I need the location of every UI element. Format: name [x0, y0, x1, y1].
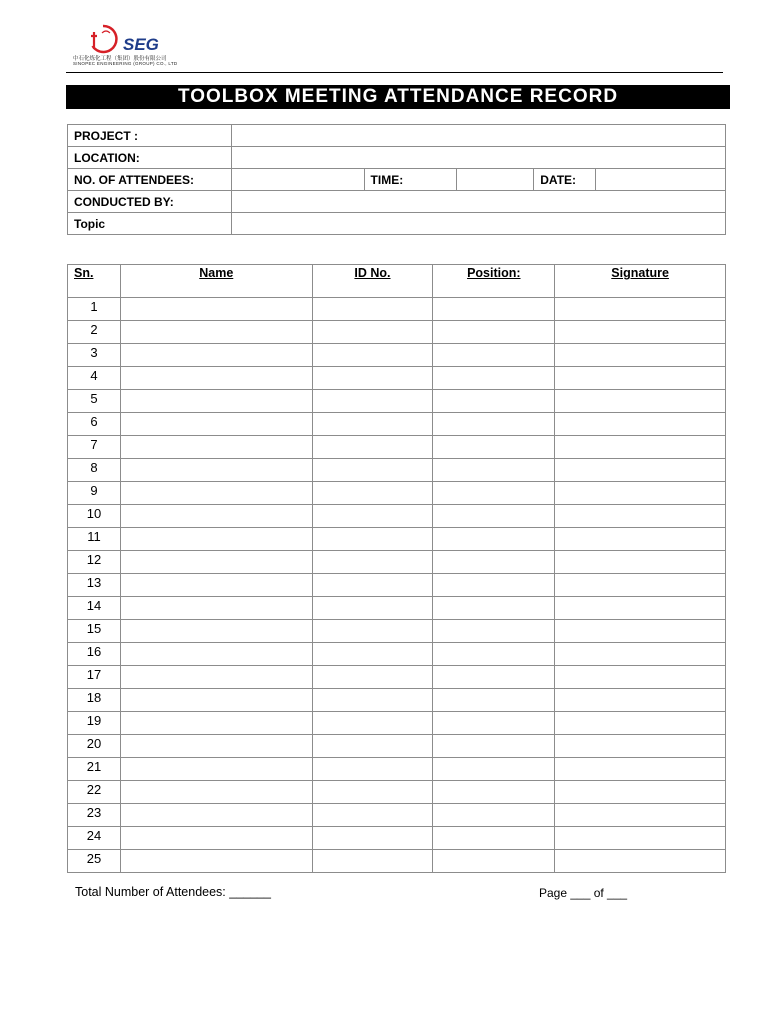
header-divider	[66, 72, 723, 73]
name-cell[interactable]	[120, 735, 312, 758]
project-field[interactable]	[231, 125, 725, 147]
date-field[interactable]	[596, 169, 726, 191]
conducted-by-row	[68, 191, 726, 213]
id-no-cell[interactable]	[312, 620, 433, 643]
position-cell[interactable]	[433, 804, 555, 827]
table-row	[68, 505, 726, 528]
id-no-cell[interactable]	[312, 689, 433, 712]
sn-cell: 14	[68, 597, 121, 620]
location-field[interactable]	[231, 147, 725, 169]
position-cell[interactable]	[433, 643, 555, 666]
conducted-by-label: CONDUCTED BY:	[68, 191, 232, 213]
id-no-cell[interactable]	[312, 367, 433, 390]
table-row	[68, 390, 726, 413]
table-row	[68, 597, 726, 620]
name-cell[interactable]	[120, 804, 312, 827]
name-cell[interactable]	[120, 712, 312, 735]
id-no-cell[interactable]	[312, 735, 433, 758]
table-row	[68, 574, 726, 597]
position-cell[interactable]	[433, 321, 555, 344]
id-no-cell[interactable]	[312, 482, 433, 505]
sn-cell: 20	[68, 735, 121, 758]
attendance-header-row	[68, 265, 726, 298]
name-cell[interactable]	[120, 827, 312, 850]
sn-cell: 13	[68, 574, 121, 597]
name-cell[interactable]	[120, 689, 312, 712]
signature-cell[interactable]	[555, 827, 726, 850]
table-row	[68, 827, 726, 850]
signature-cell[interactable]	[555, 597, 726, 620]
time-field[interactable]	[457, 169, 534, 191]
sn-cell: 17	[68, 666, 121, 689]
id-no-cell[interactable]	[312, 850, 433, 873]
signature-cell[interactable]	[555, 390, 726, 413]
name-cell[interactable]	[120, 620, 312, 643]
position-cell[interactable]	[433, 413, 555, 436]
table-row	[68, 551, 726, 574]
topic-row	[68, 213, 726, 235]
signature-cell[interactable]	[555, 781, 726, 804]
signature-cell[interactable]	[555, 643, 726, 666]
col-header-id-no: ID No.	[312, 265, 433, 298]
position-cell[interactable]	[433, 574, 555, 597]
id-no-cell[interactable]	[312, 666, 433, 689]
position-cell[interactable]	[433, 597, 555, 620]
sn-cell: 15	[68, 620, 121, 643]
sn-cell: 24	[68, 827, 121, 850]
project-label: PROJECT :	[68, 125, 232, 147]
signature-cell[interactable]	[555, 735, 726, 758]
id-no-cell[interactable]	[312, 413, 433, 436]
position-cell[interactable]	[433, 712, 555, 735]
name-cell[interactable]	[120, 758, 312, 781]
name-cell[interactable]	[120, 597, 312, 620]
table-row	[68, 528, 726, 551]
form-title: TOOLBOX MEETING ATTENDANCE RECORD	[66, 85, 730, 109]
signature-cell[interactable]	[555, 321, 726, 344]
sn-cell: 21	[68, 758, 121, 781]
col-header-position: Position:	[433, 265, 555, 298]
name-cell[interactable]	[120, 781, 312, 804]
id-no-cell[interactable]	[312, 298, 433, 321]
date-label: DATE:	[534, 169, 596, 191]
table-row	[68, 367, 726, 390]
table-row	[68, 620, 726, 643]
conducted-by-field[interactable]	[231, 191, 725, 213]
table-row	[68, 344, 726, 367]
name-cell[interactable]	[120, 850, 312, 873]
sn-cell: 3	[68, 344, 121, 367]
sn-cell: 23	[68, 804, 121, 827]
sn-cell: 12	[68, 551, 121, 574]
table-row	[68, 666, 726, 689]
signature-cell[interactable]	[555, 666, 726, 689]
name-cell[interactable]	[120, 344, 312, 367]
position-cell[interactable]	[433, 666, 555, 689]
sinopec-logo-icon	[88, 24, 118, 54]
position-cell[interactable]	[433, 367, 555, 390]
table-row	[68, 321, 726, 344]
name-cell[interactable]	[120, 643, 312, 666]
signature-cell[interactable]	[555, 804, 726, 827]
company-chinese-name: 中石化炼化工程（集团）股份有限公司	[73, 56, 167, 62]
signature-cell[interactable]	[555, 574, 726, 597]
id-no-cell[interactable]	[312, 459, 433, 482]
sn-cell: 22	[68, 781, 121, 804]
id-no-cell[interactable]	[312, 574, 433, 597]
sn-cell: 9	[68, 482, 121, 505]
sn-cell: 1	[68, 298, 121, 321]
attendance-rows	[68, 298, 726, 873]
topic-label: Topic	[68, 213, 232, 235]
id-no-cell[interactable]	[312, 781, 433, 804]
signature-cell[interactable]	[555, 344, 726, 367]
sn-cell: 11	[68, 528, 121, 551]
position-cell[interactable]	[433, 482, 555, 505]
table-row	[68, 850, 726, 873]
signature-cell[interactable]	[555, 528, 726, 551]
total-attendees-line: Total Number of Attendees: ______	[75, 885, 271, 899]
signature-cell[interactable]	[555, 436, 726, 459]
id-no-cell[interactable]	[312, 344, 433, 367]
table-row	[68, 298, 726, 321]
table-row	[68, 413, 726, 436]
signature-cell[interactable]	[555, 758, 726, 781]
page-number-line: Page ___ of ___	[539, 886, 628, 900]
id-no-cell[interactable]	[312, 643, 433, 666]
table-row	[68, 781, 726, 804]
id-no-cell[interactable]	[312, 597, 433, 620]
id-no-cell[interactable]	[312, 804, 433, 827]
table-row	[68, 804, 726, 827]
col-header-signature: Signature	[555, 265, 726, 298]
company-logo	[70, 20, 195, 70]
sn-cell: 25	[68, 850, 121, 873]
name-cell[interactable]	[120, 459, 312, 482]
position-cell[interactable]	[433, 528, 555, 551]
sn-cell: 10	[68, 505, 121, 528]
position-cell[interactable]	[433, 850, 555, 873]
sn-cell: 6	[68, 413, 121, 436]
signature-cell[interactable]	[555, 459, 726, 482]
table-row	[68, 758, 726, 781]
name-cell[interactable]	[120, 413, 312, 436]
signature-cell[interactable]	[555, 298, 726, 321]
sn-cell: 19	[68, 712, 121, 735]
name-cell[interactable]	[120, 666, 312, 689]
signature-cell[interactable]	[555, 712, 726, 735]
sn-cell: 2	[68, 321, 121, 344]
attendees-count-label: NO. OF ATTENDEES:	[68, 169, 232, 191]
attendees-count-field[interactable]	[231, 169, 364, 191]
name-cell[interactable]	[120, 321, 312, 344]
name-cell[interactable]	[120, 298, 312, 321]
position-cell[interactable]	[433, 298, 555, 321]
signature-cell[interactable]	[555, 689, 726, 712]
table-row	[68, 735, 726, 758]
sn-cell: 8	[68, 459, 121, 482]
position-cell[interactable]	[433, 620, 555, 643]
table-row	[68, 459, 726, 482]
id-no-cell[interactable]	[312, 321, 433, 344]
position-cell[interactable]	[433, 735, 555, 758]
position-cell[interactable]	[433, 459, 555, 482]
name-cell[interactable]	[120, 436, 312, 459]
signature-cell[interactable]	[555, 505, 726, 528]
position-cell[interactable]	[433, 827, 555, 850]
position-cell[interactable]	[433, 344, 555, 367]
id-no-cell[interactable]	[312, 505, 433, 528]
signature-cell[interactable]	[555, 551, 726, 574]
name-cell[interactable]	[120, 528, 312, 551]
meeting-info-table	[67, 124, 726, 235]
position-cell[interactable]	[433, 758, 555, 781]
name-cell[interactable]	[120, 390, 312, 413]
attendees-time-date-row	[68, 169, 726, 191]
col-header-sn: Sn.	[68, 265, 121, 298]
name-cell[interactable]	[120, 574, 312, 597]
location-row	[68, 147, 726, 169]
position-cell[interactable]	[433, 551, 555, 574]
company-english-name: SINOPEC ENGINEERING (GROUP) CO., LTD	[73, 61, 178, 66]
name-cell[interactable]	[120, 482, 312, 505]
attendance-table	[67, 264, 726, 873]
sn-cell: 4	[68, 367, 121, 390]
sn-cell: 18	[68, 689, 121, 712]
id-no-cell[interactable]	[312, 436, 433, 459]
signature-cell[interactable]	[555, 850, 726, 873]
position-cell[interactable]	[433, 390, 555, 413]
name-cell[interactable]	[120, 505, 312, 528]
name-cell[interactable]	[120, 367, 312, 390]
sn-cell: 16	[68, 643, 121, 666]
time-label: TIME:	[364, 169, 457, 191]
signature-cell[interactable]	[555, 413, 726, 436]
table-row	[68, 689, 726, 712]
signature-cell[interactable]	[555, 620, 726, 643]
id-no-cell[interactable]	[312, 827, 433, 850]
id-no-cell[interactable]	[312, 390, 433, 413]
sn-cell: 5	[68, 390, 121, 413]
position-cell[interactable]	[433, 781, 555, 804]
table-row	[68, 482, 726, 505]
position-cell[interactable]	[433, 689, 555, 712]
sn-cell: 7	[68, 436, 121, 459]
topic-field[interactable]	[231, 213, 725, 235]
signature-cell[interactable]	[555, 367, 726, 390]
location-label: LOCATION:	[68, 147, 232, 169]
table-row	[68, 643, 726, 666]
project-row	[68, 125, 726, 147]
signature-cell[interactable]	[555, 482, 726, 505]
table-row	[68, 712, 726, 735]
id-no-cell[interactable]	[312, 551, 433, 574]
name-cell[interactable]	[120, 551, 312, 574]
position-cell[interactable]	[433, 505, 555, 528]
id-no-cell[interactable]	[312, 528, 433, 551]
logo-wordmark: SEG	[123, 35, 159, 54]
col-header-name: Name	[120, 265, 312, 298]
position-cell[interactable]	[433, 436, 555, 459]
id-no-cell[interactable]	[312, 758, 433, 781]
id-no-cell[interactable]	[312, 712, 433, 735]
table-row	[68, 436, 726, 459]
